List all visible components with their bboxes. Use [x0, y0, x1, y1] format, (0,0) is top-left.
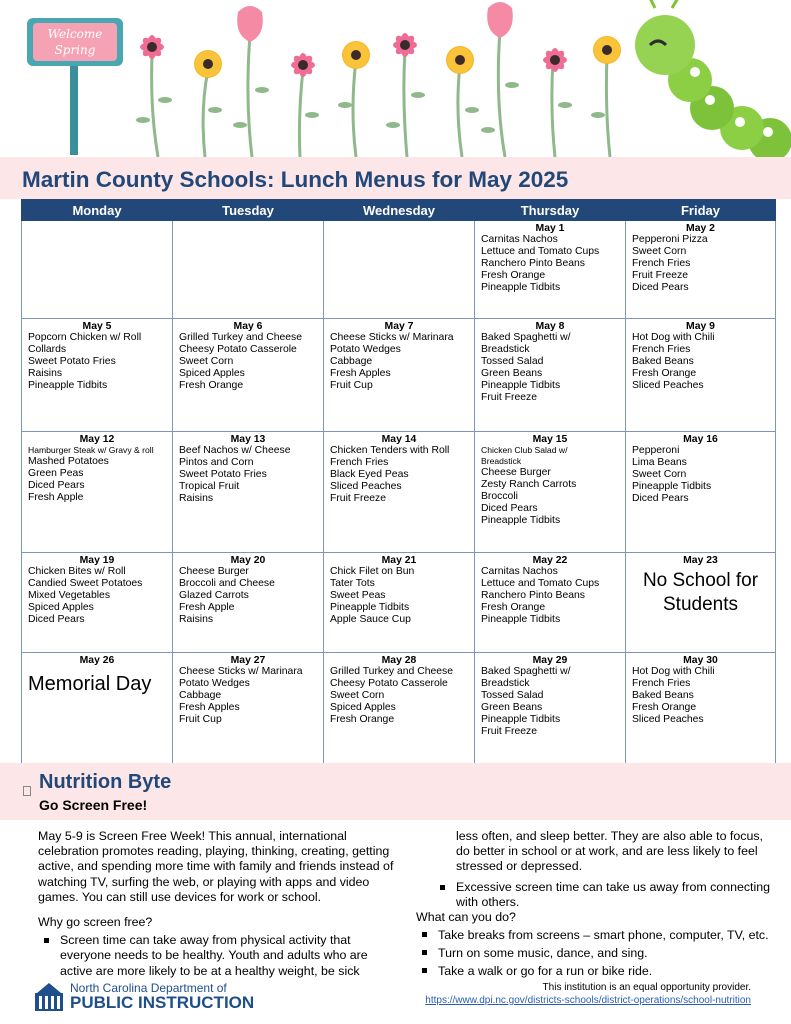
day-cell	[626, 432, 776, 553]
day-date: May 28	[381, 655, 417, 666]
why-heading: Why go screen free?	[38, 915, 153, 930]
why-bullet: Excessive screen time can take us away from connecting with others.	[434, 880, 778, 910]
menu-item: Potato Wedges	[330, 344, 401, 355]
day-cell	[324, 319, 475, 432]
menu-item: Sweet Corn	[179, 356, 234, 367]
menu-item: Fruit Freeze	[330, 493, 387, 504]
sign-text-1: Welcome	[47, 27, 103, 41]
spring-banner	[0, 0, 791, 158]
tulip-icon	[237, 2, 513, 42]
menu-item: Green Beans	[481, 368, 543, 379]
day-date: May 13	[230, 434, 266, 445]
menu-item: Tossed Salad	[481, 356, 544, 367]
menu-item: Sweet Corn	[632, 469, 687, 480]
menu-item: Pineapple Tidbits	[481, 282, 561, 293]
menu-item: Potato Wedges	[179, 678, 250, 689]
menu-item: Hot Dog with Chili	[632, 332, 715, 343]
menu-item: Cheese Burger	[179, 566, 249, 577]
day-cell	[626, 319, 776, 432]
menu-item: Diced Pears	[28, 614, 85, 625]
menu-items	[632, 445, 769, 505]
menu-item: Ranchero Pinto Beans	[481, 258, 585, 269]
weekday-header: Monday	[22, 200, 173, 221]
lunch-calendar	[21, 199, 776, 764]
day-date: May 2	[686, 223, 715, 234]
menu-item: Pineapple Tidbits	[28, 380, 108, 391]
why-bullet-continued: less often, and sleep better. They are also able to focus, do better in school or at work, and are less likely to feel stressed or depressed.	[456, 829, 763, 874]
menu-item: Pineapple Tidbits	[481, 614, 561, 625]
menu-items	[330, 332, 468, 392]
day-cell	[173, 553, 324, 653]
day-cell	[475, 432, 626, 553]
menu-item: Pepperoni Pizza	[632, 234, 708, 245]
menu-item: Fresh Orange	[632, 368, 697, 379]
menu-item: Cheese Sticks w/ Marinara	[179, 666, 303, 677]
menu-item: Tropical Fruit	[179, 481, 240, 492]
day-note: No School for Students	[642, 570, 759, 615]
day-date: May 27	[230, 655, 266, 666]
what-list	[416, 927, 778, 979]
menu-item: Fresh Orange	[330, 714, 395, 725]
checkbox-glyph-icon	[23, 786, 31, 796]
caterpillar-icon	[635, 0, 791, 158]
day-cell	[324, 432, 475, 553]
menu-items	[330, 666, 468, 726]
nutrition-heading: Nutrition Byte	[39, 771, 172, 793]
menu-item: Grilled Turkey and Cheese	[330, 666, 454, 677]
menu-item: Pineapple Tidbits	[481, 380, 561, 391]
day-cell	[173, 319, 324, 432]
menu-item: Collards	[28, 344, 67, 355]
day-cell	[475, 221, 626, 319]
menu-item: Sweet Potato Fries	[28, 356, 116, 367]
menu-item: Ranchero Pinto Beans	[481, 590, 585, 601]
menu-items	[28, 445, 166, 504]
menu-item: Carnitas Nachos	[481, 566, 558, 577]
menu-item: Fruit Freeze	[481, 392, 538, 403]
dpi-line1: North Carolina Department of	[70, 981, 227, 995]
menu-item: Sweet Potato Fries	[179, 469, 267, 480]
menu-items	[632, 666, 769, 726]
menu-item: Chicken Bites w/ Roll	[28, 566, 126, 577]
menu-item: Chick Filet on Bun	[330, 566, 415, 577]
menu-items	[481, 445, 619, 527]
menu-item: Fresh Orange	[481, 270, 546, 281]
menu-item: Cheesy Potato Casserole	[179, 344, 297, 355]
day-date: May 22	[532, 555, 568, 566]
menu-item: Sweet Corn	[330, 690, 385, 701]
day-note: Memorial Day	[28, 673, 152, 695]
menu-items	[28, 566, 166, 626]
menu-item: Breadstick	[481, 344, 530, 355]
menu-item: Sweet Peas	[330, 590, 386, 601]
menu-items	[28, 332, 166, 392]
day-cell	[22, 553, 173, 653]
menu-item: Raisins	[28, 368, 63, 379]
menu-item: Hot Dog with Chili	[632, 666, 715, 677]
menu-item: Fruit Freeze	[481, 726, 538, 737]
day-date: May 8	[535, 321, 565, 332]
menu-items	[632, 332, 769, 392]
week-row	[22, 553, 776, 653]
menu-item: Broccoli and Cheese	[179, 578, 275, 589]
day-date: May 19	[79, 555, 115, 566]
menu-item: French Fries	[632, 678, 691, 689]
page-title: Martin County Schools: Lunch Menus for May 2025	[22, 167, 569, 192]
week-row	[22, 432, 776, 553]
day-date: May 26	[79, 655, 115, 666]
nutrition-right-column	[416, 829, 778, 979]
what-heading: What can you do?	[416, 910, 516, 925]
weekday-header: Friday	[626, 200, 776, 221]
menu-item: French Fries	[330, 457, 389, 468]
day-cell	[22, 221, 173, 319]
menu-items	[481, 332, 619, 404]
menu-item: Baked Beans	[632, 690, 694, 701]
menu-item: Zesty Ranch Carrots	[481, 479, 577, 490]
day-cell	[324, 553, 475, 653]
menu-item: Fresh Apples	[179, 702, 240, 713]
menu-item: Lima Beans	[632, 457, 687, 468]
menu-item: Tossed Salad	[481, 690, 544, 701]
day-date: May 9	[686, 321, 715, 332]
menu-item: Apple Sauce Cup	[330, 614, 411, 625]
weekday-header: Wednesday	[324, 200, 475, 221]
day-date: May 23	[683, 555, 718, 566]
menu-item: Chicken Club Salad w/	[481, 445, 568, 455]
menu-item: Fresh Orange	[481, 602, 546, 613]
day-date: May 14	[381, 434, 417, 445]
what-item: Take breaks from screens – smart phone, computer, TV, etc.	[416, 927, 778, 943]
day-date: May 29	[532, 655, 568, 666]
menu-item: Spiced Apples	[179, 368, 245, 379]
day-cell	[475, 319, 626, 432]
menu-items	[481, 666, 619, 738]
menu-item: Sliced Peaches	[632, 380, 704, 391]
menu-item: Lettuce and Tomato Cups	[481, 578, 600, 589]
menu-item: Glazed Carrots	[179, 590, 249, 601]
menu-item: French Fries	[632, 258, 691, 269]
day-date: May 1	[535, 223, 565, 234]
day-cell	[626, 653, 776, 764]
menu-item: Baked Spaghetti w/	[481, 332, 571, 343]
day-cell	[324, 653, 475, 764]
nutrition-intro: May 5-9 is Screen Free Week! This annual, international celebration promotes reading, playing, thinking, creating, getting active, and spending more time with family and friends instead of watching TV, surfing the web, or playing with apps and video games. You can still use devices for work or school.	[38, 829, 394, 904]
menu-item: Cheese Burger	[481, 467, 551, 478]
menu-item: Pepperoni	[632, 445, 680, 456]
nutrition-subheading: Go Screen Free!	[39, 797, 148, 813]
day-cell	[173, 432, 324, 553]
menu-items	[632, 234, 769, 294]
day-cell	[22, 432, 173, 553]
day-date: May 30	[683, 655, 718, 666]
menu-item: Baked Beans	[632, 356, 694, 367]
menu-item: Diced Pears	[28, 480, 85, 491]
day-date: May 5	[82, 321, 112, 332]
what-item: Turn on some music, dance, and sing.	[416, 945, 778, 961]
sign-post	[70, 60, 78, 155]
menu-item: Diced Pears	[632, 493, 689, 504]
menu-item: Grilled Turkey and Cheese	[179, 332, 303, 343]
menu-item: Breadstick	[481, 456, 522, 466]
day-cell	[324, 221, 475, 319]
day-date: May 12	[79, 434, 115, 445]
menu-item: Fresh Apple	[28, 492, 84, 503]
menu-items	[481, 234, 619, 294]
nutrition-left-column	[38, 829, 400, 979]
day-date: May 15	[532, 434, 568, 445]
weekday-header: Thursday	[475, 200, 626, 221]
day-cell	[626, 221, 776, 319]
day-date: May 6	[233, 321, 263, 332]
sign-text-2: Spring	[54, 43, 96, 57]
menu-item: Mashed Potatoes	[28, 456, 109, 467]
day-cell	[22, 319, 173, 432]
menu-item: Fresh Apple	[179, 602, 235, 613]
menu-items	[330, 566, 468, 626]
capitol-icon	[33, 981, 65, 1013]
menu-items	[179, 566, 317, 626]
menu-items	[330, 445, 468, 505]
menu-item: Cabbage	[179, 690, 222, 701]
menu-items	[179, 332, 317, 392]
menu-item: Baked Spaghetti w/	[481, 666, 571, 677]
why-bullet: Screen time can take away from physical activity that everyone needs to be healthy. Youth and adults who are active are more likely to be at a healthy weight, be sick	[38, 933, 400, 979]
menu-item: Cheesy Potato Casserole	[330, 678, 448, 689]
menu-item: Fresh Orange	[632, 702, 697, 713]
menu-item: Sweet Corn	[632, 246, 687, 257]
menu-item: Pineapple Tidbits	[481, 714, 561, 725]
day-cell	[626, 553, 776, 653]
menu-item: Black Eyed Peas	[330, 469, 409, 480]
menu-item: Fresh Orange	[179, 380, 244, 391]
day-cell	[173, 221, 324, 319]
menu-item: Raisins	[179, 614, 214, 625]
menu-item: Mixed Vegetables	[28, 590, 111, 601]
menu-item: Lettuce and Tomato Cups	[481, 246, 600, 257]
menu-item: Breadstick	[481, 678, 530, 689]
menu-item: Broccoli	[481, 491, 518, 502]
menu-item: Diced Pears	[481, 503, 538, 514]
equal-opportunity-text: This institution is an equal opportunity provider.	[542, 982, 751, 993]
day-cell	[475, 653, 626, 764]
menu-item: French Fries	[632, 344, 691, 355]
menu-item: Candied Sweet Potatoes	[28, 578, 143, 589]
menu-item: Sliced Peaches	[330, 481, 402, 492]
menu-item: Chicken Tenders with Roll	[330, 445, 450, 456]
weekday-header: Tuesday	[173, 200, 324, 221]
menu-item: Pineapple Tidbits	[481, 515, 561, 526]
menu-item: Green Beans	[481, 702, 543, 713]
menu-item: Fresh Apples	[330, 368, 391, 379]
menu-item: Green Peas	[28, 468, 84, 479]
menu-item: Sliced Peaches	[632, 714, 704, 725]
school-nutrition-link[interactable]: https://www.dpi.nc.gov/districts-schools/district-operations/school-nutrition	[425, 995, 751, 1006]
menu-item: Spiced Apples	[28, 602, 94, 613]
menu-item: Pineapple Tidbits	[632, 481, 712, 492]
menu-item: Spiced Apples	[330, 702, 396, 713]
menu-item: Pineapple Tidbits	[330, 602, 410, 613]
what-item: Take a walk or go for a run or bike ride.	[416, 963, 778, 979]
weekday-header-row	[22, 200, 776, 221]
menu-items	[179, 445, 317, 505]
menu-item: Raisins	[179, 493, 214, 504]
menu-item: Diced Pears	[632, 282, 689, 293]
menu-item: Tater Tots	[330, 578, 375, 589]
day-date: May 21	[381, 555, 417, 566]
menu-item: Hamburger Steak w/ Gravy & roll	[28, 445, 154, 455]
menu-item: Carnitas Nachos	[481, 234, 558, 245]
menu-item: Fruit Cup	[179, 714, 222, 725]
day-date: May 20	[230, 555, 266, 566]
dpi-line2: PUBLIC INSTRUCTION	[70, 993, 255, 1012]
menu-item: Fruit Cup	[330, 380, 373, 391]
day-date: May 7	[384, 321, 414, 332]
day-date: May 16	[683, 434, 718, 445]
menu-item: Popcorn Chicken w/ Roll	[28, 332, 142, 343]
week-row	[22, 653, 776, 764]
menu-items	[179, 666, 317, 726]
menu-items	[481, 566, 619, 626]
day-cell	[22, 653, 173, 764]
day-cell	[173, 653, 324, 764]
day-cell	[475, 553, 626, 653]
menu-item: Cheese Sticks w/ Marinara	[330, 332, 454, 343]
week-row	[22, 221, 776, 319]
week-row	[22, 319, 776, 432]
menu-item: Fruit Freeze	[632, 270, 689, 281]
menu-item: Beef Nachos w/ Cheese	[179, 445, 291, 456]
menu-item: Cabbage	[330, 356, 373, 367]
menu-item: Pintos and Corn	[179, 457, 254, 468]
